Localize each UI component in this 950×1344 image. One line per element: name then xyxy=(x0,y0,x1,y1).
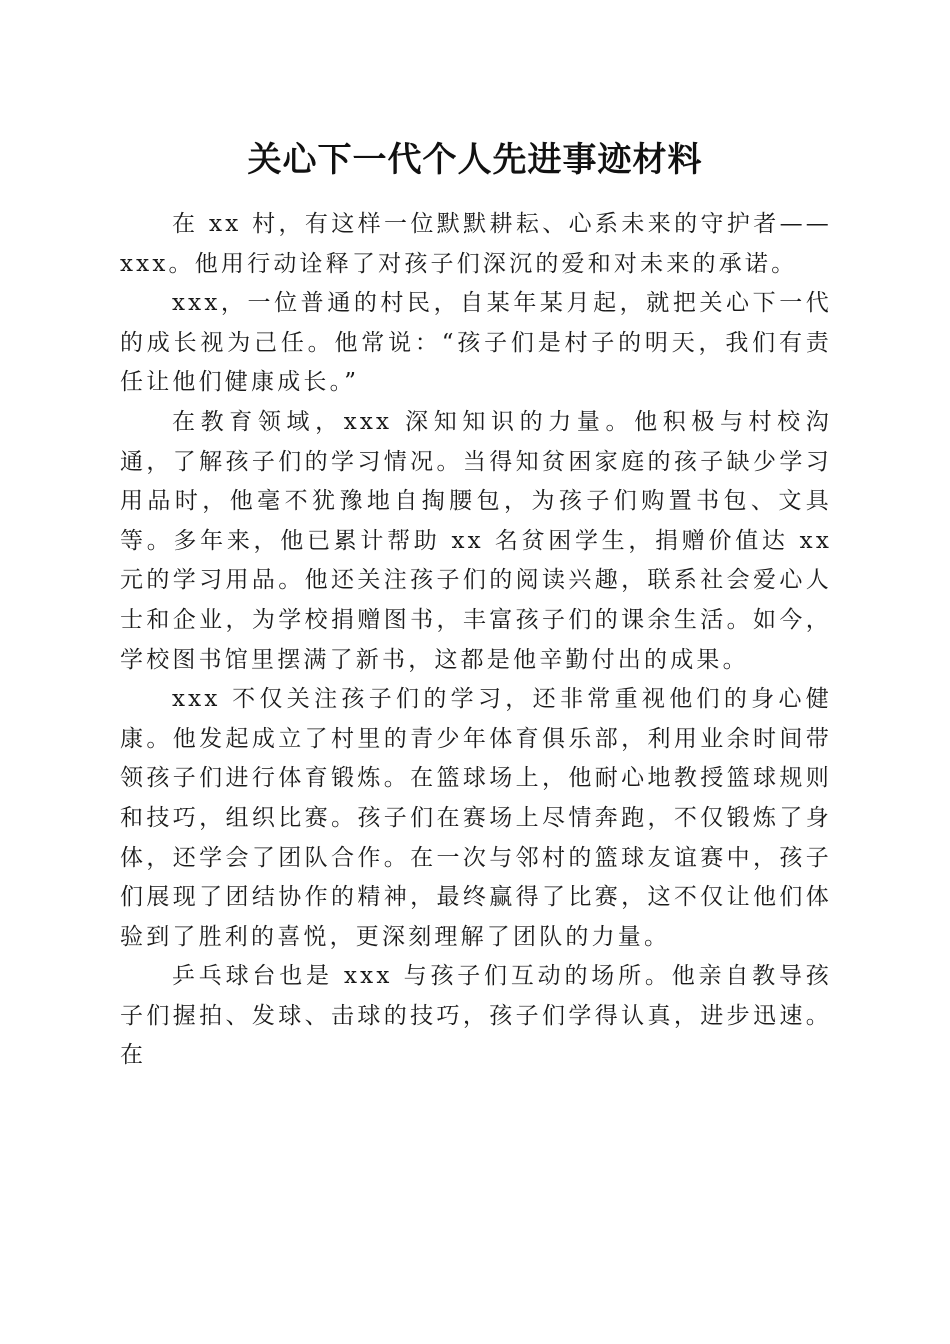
document-body xyxy=(120,205,832,1076)
paragraph: xxx 不仅关注孩子们的学习，还非常重视他们的身心健康。他发起成立了村里的青少年体育俱乐部，利用业余时间带领孩子们进行体育锻炼。在篮球场上，他耐心地教授篮球规则和技巧，组织比赛。孩子们在赛场上尽情奔跑，不仅锻炼了身体，还学会了团队合作。在一次与邻村的篮球友谊赛中，孩子们展现了团结协作的精神，最终赢得了比赛，这不仅让他们体验到了胜利的喜悦，更深刻理解了团队的力量。 xyxy=(120,686,832,950)
paragraph: 乒乓球台也是 xxx 与孩子们互动的场所。他亲自教导孩子们握拍、发球、击球的技巧，孩子们学得认真，进步迅速。在 xyxy=(120,963,832,1069)
paragraph: 在 xx 村，有这样一位默默耕耘、心系未来的守护者——xxx。他用行动诠释了对孩子们深沉的爱和对未来的承诺。 xyxy=(120,211,832,277)
paragraph: xxx，一位普通的村民，自某年某月起，就把关心下一代的成长视为己任。他常说：“孩子们是村子的明天，我们有责任让他们健康成长。” xyxy=(120,290,832,396)
paragraph: 在教育领域，xxx 深知知识的力量。他积极与村校沟通，了解孩子们的学习情况。当得知贫困家庭的孩子缺少学习用品时，他毫不犹豫地自掏腰包，为孩子们购置书包、文具等。多年来，他已累计帮助 xx 名贫困学生，捐赠价值达 xx 元的学习用品。他还关注孩子们的阅读兴趣，联系社会爱心人士和企业，为学校捐赠图书，丰富孩子们的课余生活。如今，学校图书馆里摆满了新书，这都是他辛勤付出的成果。 xyxy=(120,408,832,673)
document-title: 关心下一代个人先进事迹材料 xyxy=(247,140,703,180)
